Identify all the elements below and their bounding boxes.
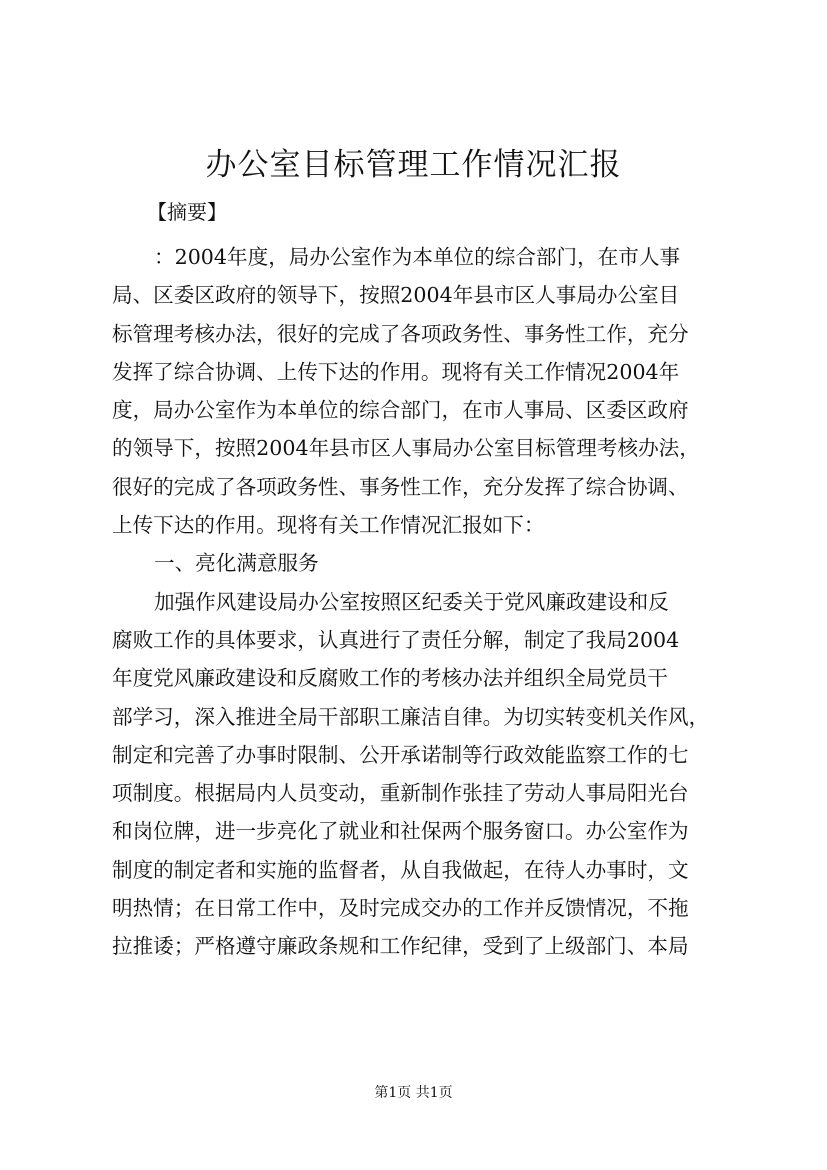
- text-line: 局、区委区政府的领导下，按照2004年县市区人事局办公室目: [112, 283, 680, 308]
- text-line: 明热情；在日常工作中，及时完成交办的工作并反馈情况，不拖: [112, 896, 689, 921]
- text-line: 制度的制定者和实施的监督者，从自我做起，在待人办事时，文: [112, 857, 689, 882]
- text-line: 和岗位牌，进一步亮化了就业和社保两个服务窗口。办公室作为: [112, 819, 689, 844]
- text-line: 发挥了综合协调、上传下达的作用。现将有关工作情况2004年: [112, 359, 680, 384]
- text-line: 拉推诿；严格遵守廉政条规和工作纪律，受到了上级部门、本局: [112, 934, 689, 959]
- page-footer: 第1页 共1页: [374, 1085, 453, 1101]
- section-heading: 一、亮化满意服务: [154, 551, 319, 576]
- text-line: 加强作风建设局办公室按照区纪委关于党风廉政建设和反: [154, 589, 669, 614]
- document-body: [112, 238, 737, 966]
- text-line: 很好的完成了各项政务性、事务性工作，充分发挥了综合协调、: [112, 474, 689, 499]
- text-line: ：2004年度，局办公室作为本单位的综合部门，在市人事: [154, 245, 681, 269]
- text-line: 的领导下，按照2004年县市区人事局办公室目标管理考核办法，: [112, 436, 700, 461]
- text-line: 度，局办公室作为本单位的综合部门，在市人事局、区委区政府: [112, 398, 689, 423]
- text-line: 部学习，深入推进全局干部职工廉洁自律。为切实转变机关作风，: [112, 704, 710, 729]
- text-line: 腐败工作的具体要求，认真进行了责任分解，制定了我局2004: [112, 627, 680, 652]
- abstract-label: 【摘要】: [147, 200, 227, 224]
- text-line: 项制度。根据局内人员变动，重新制作张挂了劳动人事局阳光台: [112, 781, 689, 806]
- text-line: 年度党风廉政建设和反腐败工作的考核办法并组织全局党员干: [112, 666, 669, 691]
- document-title: 办公室目标管理工作情况汇报: [205, 147, 622, 183]
- text-line: 上传下达的作用。现将有关工作情况汇报如下：: [112, 513, 545, 538]
- text-line: 标管理考核办法，很好的完成了各项政务性、事务性工作，充分: [112, 321, 689, 346]
- text-line: 制定和完善了办事时限制、公开承诺制等行政效能监察工作的七: [112, 742, 689, 767]
